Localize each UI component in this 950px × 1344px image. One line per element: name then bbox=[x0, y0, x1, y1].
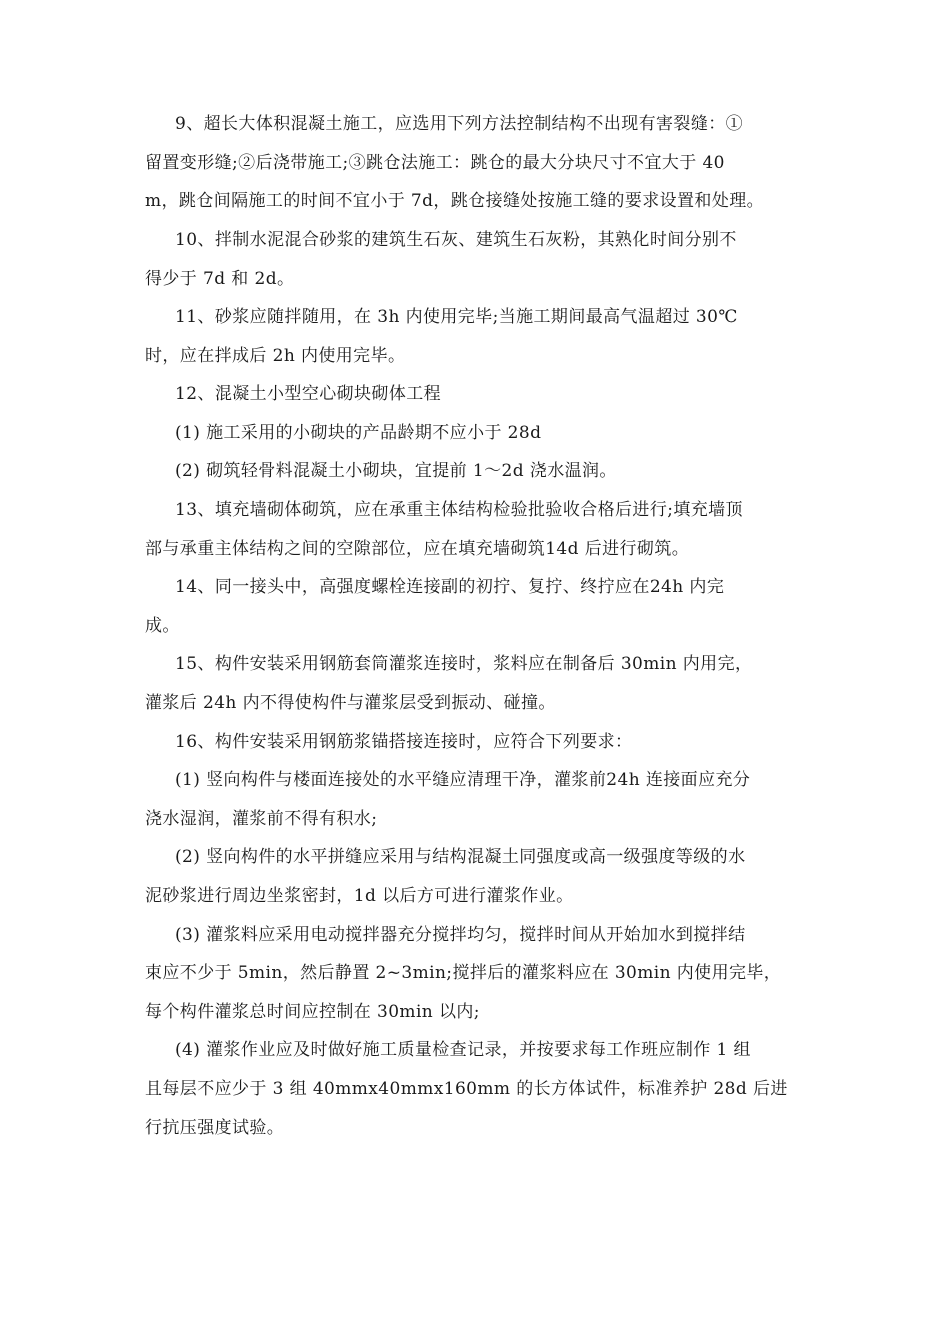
text-line: 每个构件灌浆总时间应控制在 30min 以内; bbox=[145, 1002, 480, 1022]
text-line: 9、超长大体积混凝土施工，应选用下列方法控制结构不出现有害裂缝：① bbox=[175, 114, 744, 134]
text-line: m，跳仓间隔施工的时间不宜小于 7d，跳仓接缝处按施工缝的要求设置和处理。 bbox=[145, 191, 765, 211]
text-line: 泥砂浆进行周边坐浆密封，1d 以后方可进行灌浆作业。 bbox=[145, 886, 574, 906]
text-line: 行抗压强度试验。 bbox=[145, 1118, 285, 1138]
text-line: (1) 竖向构件与楼面连接处的水平缝应清理干净，灌浆前24h 连接面应充分 bbox=[175, 770, 751, 790]
text-line: (2) 竖向构件的水平拼缝应采用与结构混凝土同强度或高一级强度等级的水 bbox=[175, 847, 746, 867]
text-line: 10、拌制水泥混合砂浆的建筑生石灰、建筑生石灰粉，其熟化时间分别不 bbox=[175, 230, 737, 250]
text-line: 时，应在拌成后 2h 内使用完毕。 bbox=[145, 346, 406, 366]
text-line: 成。 bbox=[145, 616, 180, 636]
text-line: 且每层不应少于 3 组 40mmx40mmx160mm 的长方体试件，标准养护 28d 后进 bbox=[145, 1079, 788, 1099]
text-line: 得少于 7d 和 2d。 bbox=[145, 269, 295, 289]
text-line: 13、填充墙砌体砌筑，应在承重主体结构检验批验收合格后进行;填充墙顶 bbox=[175, 500, 743, 520]
text-line: (3) 灌浆料应采用电动搅拌器充分搅拌均匀，搅拌时间从开始加水到搅拌结 bbox=[175, 925, 746, 945]
text-line: 留置变形缝;②后浇带施工;③跳仓法施工：跳仓的最大分块尺寸不宜大于 40 bbox=[145, 153, 725, 173]
text-line: 束应不少于 5min，然后静置 2~3min;搅拌后的灌浆料应在 30min 内使用完毕， bbox=[145, 963, 782, 983]
text-line: (1) 施工采用的小砌块的产品龄期不应小于 28d bbox=[175, 423, 542, 443]
text-line: 12、混凝土小型空心砌块砌体工程 bbox=[175, 384, 442, 404]
text-line: 15、构件安装采用钢筋套筒灌浆连接时，浆料应在制备后 30min 内用完， bbox=[175, 654, 753, 674]
text-line: 灌浆后 24h 内不得使构件与灌浆层受到振动、碰撞。 bbox=[145, 693, 556, 713]
text-line: 14、同一接头中，高强度螺栓连接副的初拧、复拧、终拧应在24h 内完 bbox=[175, 577, 725, 597]
text-line: 部与承重主体结构之间的空隙部位，应在填充墙砌筑14d 后进行砌筑。 bbox=[145, 539, 690, 559]
text-line: (4) 灌浆作业应及时做好施工质量检查记录，并按要求每工作班应制作 1 组 bbox=[175, 1040, 751, 1060]
text-line: (2) 砌筑轻骨料混凝土小砌块，宜提前 1～2d 浇水温润。 bbox=[175, 461, 617, 481]
text-line: 浇水湿润，灌浆前不得有积水; bbox=[145, 809, 378, 829]
text-line: 11、砂浆应随拌随用，在 3h 内使用完毕;当施工期间最高气温超过 30℃ bbox=[175, 307, 738, 327]
text-line: 16、构件安装采用钢筋浆锚搭接连接时，应符合下列要求： bbox=[175, 732, 633, 752]
